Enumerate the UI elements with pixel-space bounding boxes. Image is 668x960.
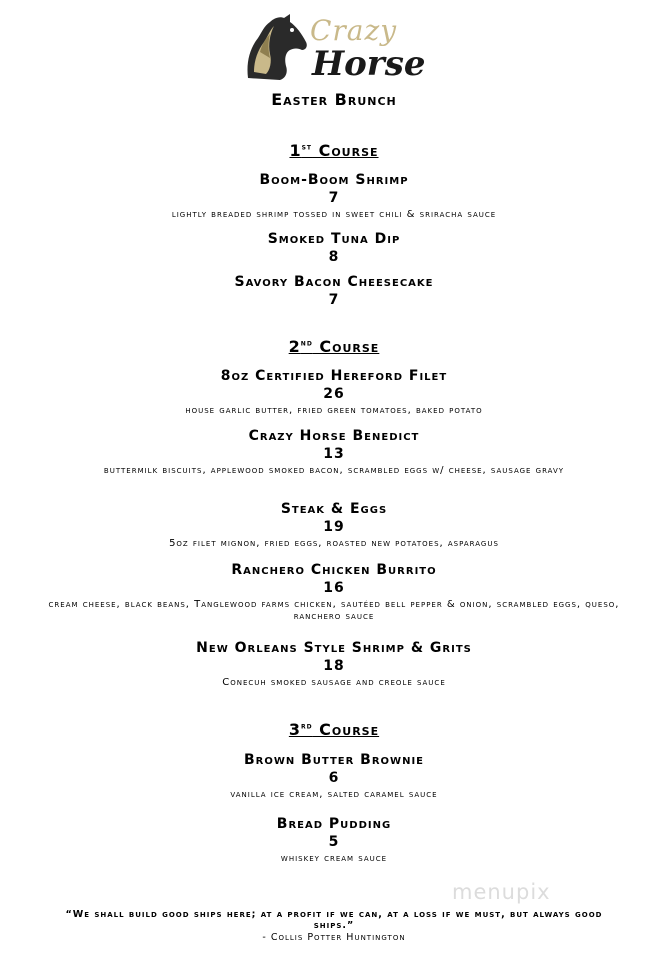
course-1-title: 1st Course: [289, 141, 379, 160]
item-description: house garlic butter, fried green tomatoes, baked potato: [185, 405, 483, 416]
item-price: 18: [323, 658, 345, 674]
item-price: 7: [328, 190, 340, 206]
menu-item: [0, 428, 668, 477]
watermark: menupix: [452, 880, 551, 904]
item-description: cream cheese, black beans, Tanglewood farms chicken, sautéed bell pepper & onion, scrambled eggs, queso, ranchero sauce: [48, 599, 620, 622]
item-description: 5oz filet mignon, fried eggs, roasted new potatoes, asparagus: [169, 538, 499, 549]
item-description: vanilla ice cream, salted caramel sauce: [230, 789, 438, 800]
course-2-title: 2nd Course: [288, 337, 380, 356]
course-3-title: 3rd Course: [288, 720, 380, 739]
menu-item: [0, 816, 668, 865]
item-price: 7: [328, 292, 340, 308]
menu-item: [0, 752, 668, 801]
item-description: buttermilk biscuits, applewood smoked bacon, scrambled eggs w/ cheese, sausage gravy: [103, 465, 565, 476]
menu-item: [0, 640, 668, 689]
item-description: lightly breaded shrimp tossed in sweet chili & sriracha sauce: [171, 209, 497, 220]
menu-item: [0, 562, 668, 623]
horse-head-icon: [240, 12, 310, 82]
item-name: Crazy Horse Benedict: [248, 428, 420, 444]
menu-item: [0, 172, 668, 221]
item-description: whiskey cream sauce: [280, 853, 388, 864]
item-price: 8: [328, 249, 340, 265]
item-name: Bread Pudding: [276, 816, 392, 832]
logo-word-crazy: Crazy: [310, 14, 398, 47]
item-name: New Orleans Style Shrimp & Grits: [196, 640, 472, 656]
closing-quote: “We shall build good ships here; at a profit if we can, at a loss if we must, but always good ships.”: [65, 909, 603, 931]
item-name: Ranchero Chicken Burrito: [231, 562, 437, 578]
item-price: 19: [323, 519, 345, 535]
item-name: Boom-Boom Shrimp: [259, 172, 409, 188]
item-price: 5: [328, 834, 340, 850]
item-name: 8oz Certified Hereford Filet: [220, 368, 448, 384]
item-name: Brown Butter Brownie: [243, 752, 425, 768]
menu-item: [0, 231, 668, 266]
menu-item: [0, 501, 668, 550]
logo: [240, 10, 440, 84]
menu-title: Easter Brunch: [271, 90, 397, 109]
menu-item: [0, 368, 668, 417]
logo-word-horse: Horse: [312, 44, 426, 84]
item-price: 26: [323, 386, 345, 402]
item-price: 13: [323, 446, 345, 462]
menu-item: [0, 274, 668, 309]
item-price: 6: [328, 770, 340, 786]
quote-author: - Collis Potter Huntington: [262, 932, 406, 943]
item-name: Savory Bacon Cheesecake: [234, 274, 434, 290]
item-description: Conecuh smoked sausage and creole sauce: [222, 677, 446, 688]
item-name: Steak & Eggs: [280, 501, 388, 517]
item-price: 16: [323, 580, 345, 596]
item-name: Smoked Tuna Dip: [267, 231, 401, 247]
